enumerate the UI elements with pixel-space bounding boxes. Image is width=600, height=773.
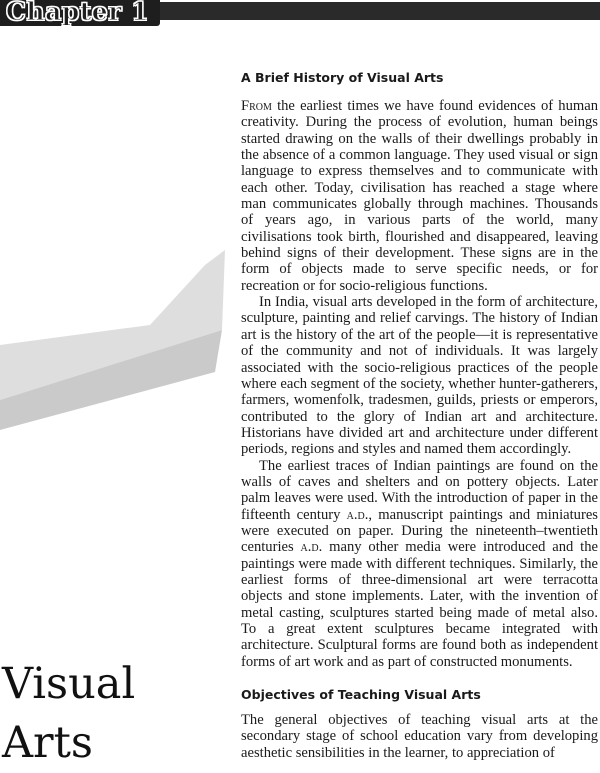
paragraph-1-text: the earliest times we have found evidences of human creativity. During the process of evolution, human beings started drawing on the walls of their dwellings probably in the absence of a common language. They used visual or sign language to express themselves and to communicate with each other. Today, civilisation has reached a stage where man communicates globally through machines. Thousands of years ago, in various parts of the world, many civilisations took birth, flourished and disappeared, leaving behind signs of their development. These signs are in the form of objects made to serve specific needs, or for recreation or for socio-religious functions. bbox=[241, 98, 598, 294]
section-title-line1: Visual bbox=[2, 659, 136, 709]
paragraph-3-part-c: many other media were introduced and the paintings were made with different techniques. Similarly, the earliest forms of three-dimensional art were terracotta objects and stone implements. Later, with the invention of metal casting, sculptures started being made of metal also. To a great extent sculptures became integrated with architecture. Sculptural forms are found both as independent forms of art work and as part of constructed monuments. bbox=[241, 539, 598, 670]
heading-history: A Brief History of Visual Arts bbox=[241, 70, 444, 85]
chapter-label: Chapter 1 bbox=[6, 0, 149, 26]
paragraph-2: In India, visual arts developed in the form of architecture, sculpture, painting and relief carvings. The history of Indian art is the history of the art of the people—it is representative of the community and not of individuals. It was largely associated with the socio-religious practices of the people where each segment of the society, whether hunter-gatherers, farmers, womenfolk, tradesmen, guilds, priests or emperors, contributed to the glory of Indian art and architecture. Historians have divided art and architecture under different periods, regions and styles and named them accordingly. bbox=[241, 294, 598, 458]
decorative-shapes bbox=[0, 0, 240, 600]
lead-word: From bbox=[241, 98, 272, 114]
era-abbrev-1: a.d. bbox=[346, 506, 369, 523]
era-abbrev-2: a.d. bbox=[300, 539, 323, 556]
paragraph-3 bbox=[241, 458, 598, 670]
heading-objectives: Objectives of Teaching Visual Arts bbox=[241, 687, 481, 703]
paragraph-4: The general objectives of teaching visual arts at the secondary stage of school education vary from developing aesthetic sensibilities in the learner, to appreciation of bbox=[241, 712, 598, 761]
paragraph-3-part-b: , manuscript paintings and miniatures were executed on paper. During the nineteenth–twentieth centuries bbox=[241, 506, 598, 556]
paragraph-1 bbox=[241, 98, 598, 294]
section-title bbox=[2, 655, 135, 773]
section-title-line2: Arts bbox=[2, 718, 93, 768]
paragraph-3-part-a: The earliest traces of Indian paintings are found on the walls of caves and shelters and on pottery objects. Later palm leaves were used. With the introduction of paper in the fifteenth century bbox=[241, 457, 598, 523]
main-text-column bbox=[241, 70, 598, 761]
